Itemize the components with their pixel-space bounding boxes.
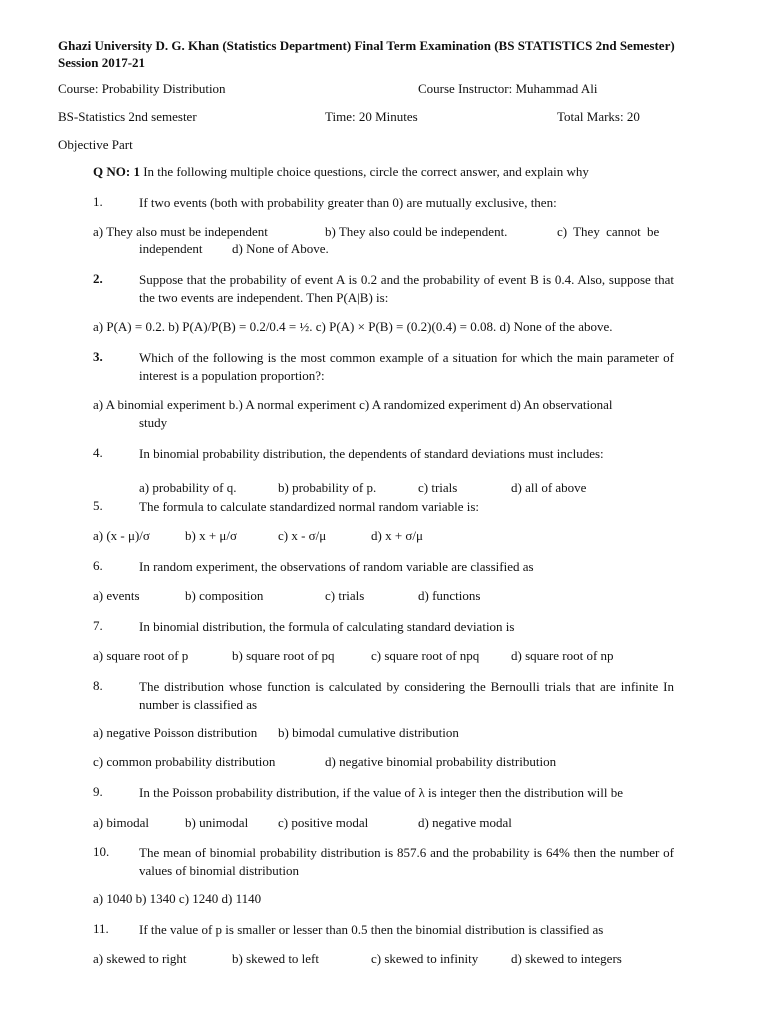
option: d) x + σ/μ [371,528,423,543]
option: d) negative binomial probability distribution [325,754,557,769]
question-number: 9. [93,784,103,799]
option: b) bimodal cumulative distribution [278,725,459,740]
option: c) positive modal [278,815,369,830]
question-text: If two events (both with probability greater than 0) are mutually exclusive, then: [139,195,557,210]
option: b) square root of pq [232,648,335,663]
option: c) common probability distribution [93,754,276,769]
question-number: 3. [93,349,103,364]
option: a) (x - μ)/σ [93,528,150,543]
question-text: In random experiment, the observations of random variable are classified as [139,559,534,574]
option: c) skewed to infinity [371,951,479,966]
instruction-text: In the following multiple choice questions, circle the correct answer, and explain why [139,164,589,179]
option: a) 1040 b) 1340 c) 1240 d) 1140 [93,891,262,906]
question-number: 4. [93,445,103,460]
question-number: 8. [93,678,103,693]
option: c) trials [325,588,365,603]
option-continuation: study [139,415,168,430]
option: a) square root of p [93,648,189,663]
instruction-line [93,164,589,180]
option: a) negative Poisson distribution [93,725,258,740]
option: b) They also could be independent. [325,224,508,239]
question-text: Which of the following is the most common example of a situation for which the main parameter of interest is a population proportion?: [139,350,674,383]
option: b) x + μ/σ [185,528,237,543]
question-number: 1. [93,194,103,209]
question-number: 6. [93,558,103,573]
option: a) A binomial experiment b.) A normal experiment c) A randomized experiment d) An observational [93,397,613,412]
option: c) trials [418,480,458,495]
option: a) skewed to right [93,951,187,966]
option: a) P(A) = 0.2. b) P(A)/P(B) = 0.2/0.4 = ½. c) P(A) × P(B) = (0.2)(0.4) = 0.08. d) None of the above. [93,319,613,334]
option: d) negative modal [418,815,512,830]
question-number: 10. [93,844,110,859]
option: a) bimodal [93,815,149,830]
option: b) skewed to left [232,951,320,966]
option: d) skewed to integers [511,951,622,966]
option: d) functions [418,588,481,603]
total-marks: Total Marks: 20 [557,109,640,124]
question-text: If the value of p is smaller or lesser than 0.5 then the binomial distribution is classified as [139,922,604,937]
course-name: Course: Probability Distribution [58,81,226,96]
question-number: 7. [93,618,103,633]
option: d) None of Above. [232,241,329,256]
option: d) square root of np [511,648,614,663]
question-number: 5. [93,498,103,513]
exam-time: Time: 20 Minutes [325,109,418,124]
option: c) They cannot be [557,224,660,239]
question-number-label: Q NO: 1 [93,164,140,179]
option: a) They also must be independent [93,224,268,239]
option: b) unimodal [185,815,249,830]
option: d) all of above [511,480,587,495]
question-text: In the Poisson probability distribution, if the value of λ is integer then the distribution will be [139,785,623,800]
semester-label: BS-Statistics 2nd semester [58,109,197,124]
question-text: In binomial distribution, the formula of calculating standard deviation is [139,619,515,634]
option: c) x - σ/μ [278,528,327,543]
part-label: Objective Part [58,137,133,152]
question-number: 11. [93,921,109,936]
question-text: The mean of binomial probability distribution is 857.6 and the probability is 64% then the number of values of binomial distribution [139,845,674,878]
question-text: Suppose that the probability of event A is 0.2 and the probability of event B is 0.4. Also, suppose that the two events are independent. Then P(A|B) is: [139,272,674,305]
option: b) composition [185,588,264,603]
option: c) square root of npq [371,648,480,663]
exam-title: Ghazi University D. G. Khan (Statistics Department) Final Term Examination (BS STATISTICS 2nd Semester) Session 2017-21 [58,38,675,70]
course-instructor: Course Instructor: Muhammad Ali [418,81,598,96]
question-text: In binomial probability distribution, the dependents of standard deviations must includes: [139,446,604,461]
question-number: 2. [93,271,103,286]
option: a) events [93,588,140,603]
question-text: The formula to calculate standardized normal random variable is: [139,499,480,514]
option: b) probability of p. [278,480,377,495]
option-continuation: independent [139,241,203,256]
question-text: The distribution whose function is calculated by considering the Bernoulli trials that are infinite In number is classified as [139,679,674,712]
option: a) probability of q. [139,480,237,495]
